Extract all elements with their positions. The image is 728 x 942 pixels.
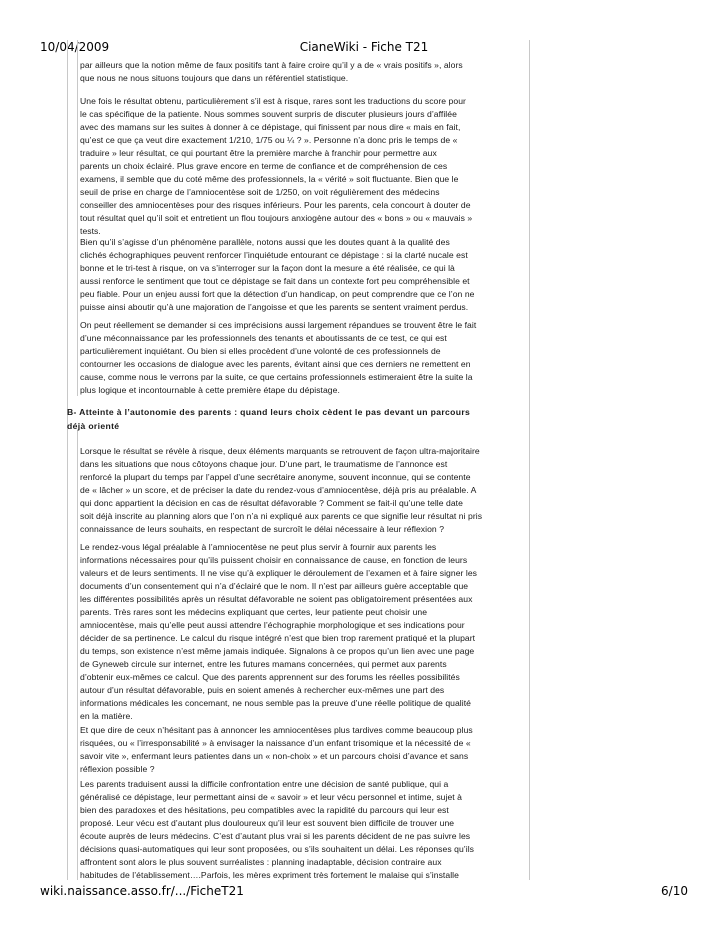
text-line: parents. Très rares sont les médecins expliquant que certes, leur patiente peut choisir une	[80, 607, 428, 617]
text-line: généralisé ce dépistage, leur permettant ainsi de « savoir » et leur vécu personnel et intime, sujet à	[80, 792, 463, 802]
text-line: On peut réellement se demander si ces imprécisions aussi largement répandues se trouvent être le fait	[80, 320, 477, 330]
text-line: écoute auprès de leurs médecins. C’est d’autant plus vrai si les parents décident de ne pas suivre les	[80, 831, 471, 841]
text-line: avec des mamans sur les suites à donner à ce dépistage, qui finissent par nous dire « mais en fait,	[80, 122, 461, 132]
text-line: décisions quasi-automatiques qui leur sont proposées, ou s’ils souhaitent un délai. Les réponses qu’ils	[80, 844, 475, 854]
text-line: soit déjà inscrite au planning alors que l’on n’a ni expliqué aux parents ce que signifie leur résultat ni pris	[80, 511, 483, 521]
text-line: conseiller des amniocentèses pour des risques inférieurs. Pour les parents, cela concourt à douter de	[80, 200, 471, 210]
heading-line: B- Atteinte à l’autonomie des parents : quand leurs choix cèdent le pas devant un parcours	[67, 407, 471, 417]
paragraph	[80, 724, 535, 776]
text-line: peu fiable. Pour un enjeu aussi fort que la détection d’un handicap, on peut comprendre que ce l’on ne	[80, 289, 475, 299]
paragraph	[80, 236, 535, 314]
text-line: proposé. Leur vécu est d’autant plus douloureux qu’il leur est souvent bien difficile de trouver une	[80, 818, 455, 828]
page-title: CianeWiki - Fiche T21	[299, 40, 429, 54]
text-line: de « lâcher » un score, et de préciser la date du rendez-vous d’amniocentèse, déjà pris au préalable. A	[80, 485, 477, 495]
print-date: 10/04/2009	[40, 40, 110, 54]
text-line: contourner les occasions de dialogue avec les parents, évitant ainsi que ces derniers ne remettent en	[80, 359, 471, 369]
text-line: clichés échographiques peuvent renforcer l’inquiétude entourant ce dépistage : si la clarté nucale est	[80, 250, 468, 260]
text-line: traduire » leur résultat, ce qui pourtant être la première marche à franchir pour permettre aux	[80, 148, 437, 158]
text-line: Et que dire de ceux n’hésitant pas à annoncer les amniocentèses plus tardives comme beaucoup plus	[80, 725, 473, 735]
text-line: Lorsque le résultat se révèle à risque, deux éléments marquants se retrouvent de façon ultra-majoritaire	[80, 446, 480, 456]
text-line: réflexion possible ?	[80, 764, 155, 774]
text-line: amniocentèse, mais qu’elle peut aussi attendre l’échographie morphologique et ses indications pour	[80, 620, 465, 630]
text-line: d’obtenir eux-mêmes ce calcul. Que des parents apprennent sur des forums les réelles possibilités	[80, 672, 460, 682]
text-line: puisse ainsi aboutir qu’à une majoration de l’angoisse et que les parents se sentent vraiment perdus.	[80, 302, 469, 312]
text-line: savoir vite », enfermant leurs patientes dans un « non-choix » et un parcours choisi d’avance et sans	[80, 751, 469, 761]
text-line: que nous ne nous situons toujours que dans un référentiel statistique.	[80, 73, 349, 83]
text-line: parents un choix éclairé. Plus grave encore en terme de confiance et de compréhension de ces	[80, 161, 448, 171]
text-line: informations nécessaires pour qu’ils puissent choisir en connaissance de cause, en fonction de leurs	[80, 555, 468, 565]
text-line: plus logique et incontournable à cette première étape du dépistage.	[80, 385, 340, 395]
text-line: examens, il semble que du coté même des professionnels, la « vérité » soit fluctuante. Bien que le	[80, 174, 459, 184]
text-line: valeurs et de leurs sentiments. Il ne vise qu’à expliquer le déroulement de l’examen et à faire signer les	[80, 568, 478, 578]
text-line: informations médicales les concemant, ne nous semble pas la preuve d’une réelle politique de qualité	[80, 698, 471, 708]
text-line: qu’est ce que ça veut dire exactement 1/210, 1/75 ou ¼ ? ». Personne n’a donc pris le temps de «	[80, 135, 458, 145]
text-line: Les parents traduisent aussi la difficile confrontation entre une décision de santé publique, qui a	[80, 779, 449, 789]
heading-line: déjà orienté	[67, 421, 120, 431]
paragraph	[80, 319, 535, 397]
paragraph	[80, 778, 535, 882]
page-footer	[40, 884, 688, 900]
text-line: en la matière.	[80, 711, 133, 721]
text-line: bonne et le tri-test à risque, on va s’interroger sur la façon dont la mesure a été réalisée, ce qui là	[80, 263, 455, 273]
text-line: particulièrement inquiétant. Ou bien si elles procèdent d’une volonté de ces professionnels de	[80, 346, 441, 356]
page-number: 6/10	[661, 884, 688, 898]
text-line: les différentes possibilités après un résultat défavorable ne soient pas obligatoirement présentées aux	[80, 594, 473, 604]
text-line: par ailleurs que la notion même de faux positifs tant à faire croire qu’il y a de « vrais positifs », alors	[80, 60, 463, 70]
text-line: bien des paradoxes et des hésitations, peu compatibles avec la rapidité du parcours qui leur est	[80, 805, 449, 815]
text-line: tout résultat quel qu’il soit et entretient un flou toujours anxiogène autour des « bons » ou « mauvais »	[80, 213, 473, 223]
text-line: du temps, son existence n’est même jamais indiquée. Signalons à ce propos qu’un lien avec une page	[80, 646, 475, 656]
text-line: tests.	[80, 226, 101, 236]
text-line: cause, comme nous le verrons par la suite, ce que certains professionnels estimeraient être la suite la	[80, 372, 473, 382]
text-line: de Gyneweb circule sur internet, entre les futures mamans concernées, qui permet aux parents	[80, 659, 447, 669]
text-line: Une fois le résultat obtenu, particulièrement s’il est à risque, rares sont les traductions du score pour	[80, 96, 466, 106]
paragraph	[80, 445, 535, 536]
text-line: seuil de prise en charge de l’amniocentèse soit de 1/250, on voit régulièrement des médecins	[80, 187, 440, 197]
text-line: Bien qu’il s’agisse d’un phénomène parallèle, notons aussi que les doutes quant à la qualité des	[80, 237, 450, 247]
text-line: autour d’un résultat défavorable, puis en soient amenés à rechercher eux-mêmes une part des	[80, 685, 445, 695]
paragraph	[80, 95, 535, 238]
paragraph	[80, 59, 535, 85]
text-line: habitudes de l’établissement….Parfois, les mères expriment très fortement le malaise qui s’installe	[80, 870, 459, 880]
text-line: dans les situations que nous côtoyons chaque jour. D’une part, le traumatisme de l’annonce est	[80, 459, 448, 469]
text-line: affrontent sont alors le plus souvent surréalistes : planning inadaptable, décision contraire aux	[80, 857, 442, 867]
text-line: décider de sa pertinence. Le calcul du risque intégré n’est que bien trop rarement pratiqué et la plupart	[80, 633, 476, 643]
text-line: renforcé la plupart du temps par l’appel d’une secrétaire anonyme, souvent inconnue, qui se contente	[80, 472, 471, 482]
section-heading	[67, 405, 527, 433]
text-line: risquées, ou « l’irresponsabilité » à envisager la naissance d’un enfant trisomique et la nécessité de «	[80, 738, 471, 748]
text-line: d’une méconnaissance par les professionnels des tenants et aboutissants de ce test, ce qui est	[80, 333, 447, 343]
text-line: Le rendez-vous légal préalable à l’amniocentèse ne peut plus servir à fournir aux parents les	[80, 542, 437, 552]
paragraph	[80, 541, 535, 723]
text-line: connaissance de leurs souhaits, en respectant de surcroît le délai nécessaire à leur réflexion ?	[80, 524, 445, 534]
text-line: le cas spécifique de la patiente. Nous sommes souvent surpris de discuter plusieurs jours d’affilée	[80, 109, 457, 119]
text-line: aussi renforce le sentiment que tout ce dépistage se fait dans un contexte fort peu compréhensible et	[80, 276, 470, 286]
text-line: documents d’un consentement qui n’a d’éclairé que le nom. Il n’est par ailleurs guère acceptable que	[80, 581, 469, 591]
page-url[interactable]: wiki.naissance.asso.fr/.../FicheT21	[40, 884, 244, 898]
text-line: qui donc appartient la décision en cas de résultat défavorable ? Comment se fait-il qu’une telle date	[80, 498, 463, 508]
